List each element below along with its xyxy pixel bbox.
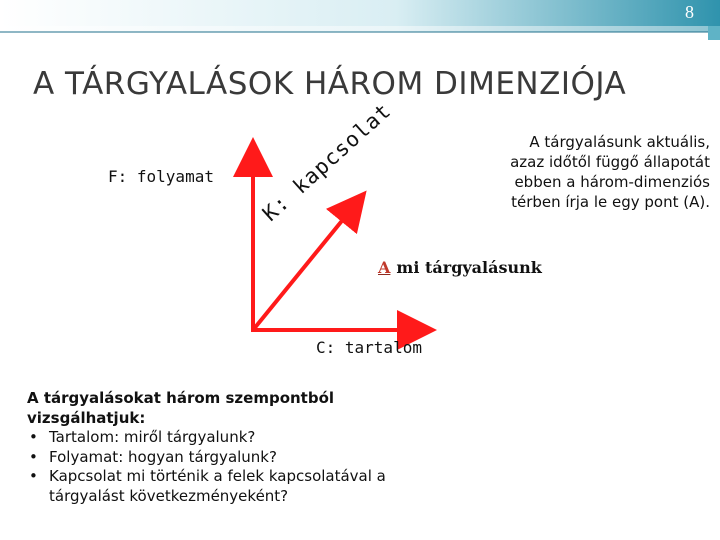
page-number: 8: [685, 2, 694, 22]
bullet-item: • Kapcsolat mi történik a felek kapcsolatával a tárgyalást következményeként?: [27, 467, 447, 506]
description-line: térben írja le egy pont (A).: [511, 193, 710, 211]
point-text: mi tárgyalásunk: [396, 258, 542, 277]
bottom-text-block: [27, 389, 447, 506]
point-a-label: [378, 258, 542, 277]
description-line: azaz időtől függő állapotát: [510, 153, 710, 171]
description-line: A tárgyalásunk aktuális,: [529, 133, 710, 151]
axis-label-kapcsolat: K: kapcsolat: [257, 98, 396, 226]
slide-title: A TÁRGYALÁSOK HÁROM DIMENZIÓJA: [33, 66, 627, 102]
bullet-list: [27, 428, 447, 506]
point-letter: A: [378, 258, 391, 277]
bottom-heading: A tárgyalásokat három szempontból: [27, 389, 335, 407]
bullet-item: • Folyamat: hogyan tárgyalunk?: [27, 448, 447, 468]
bottom-heading: vizsgálhatjuk:: [27, 408, 146, 427]
diagonal-axis: [253, 206, 354, 330]
description-line: ebben a három-dimenziós: [514, 173, 710, 191]
axis-label-tartalom: C: tartalom: [316, 338, 422, 357]
point-description: [448, 132, 710, 212]
bullet-item: • Tartalom: miről tárgyalunk?: [27, 428, 447, 448]
axis-label-folyamat: F: folyamat: [108, 167, 214, 186]
